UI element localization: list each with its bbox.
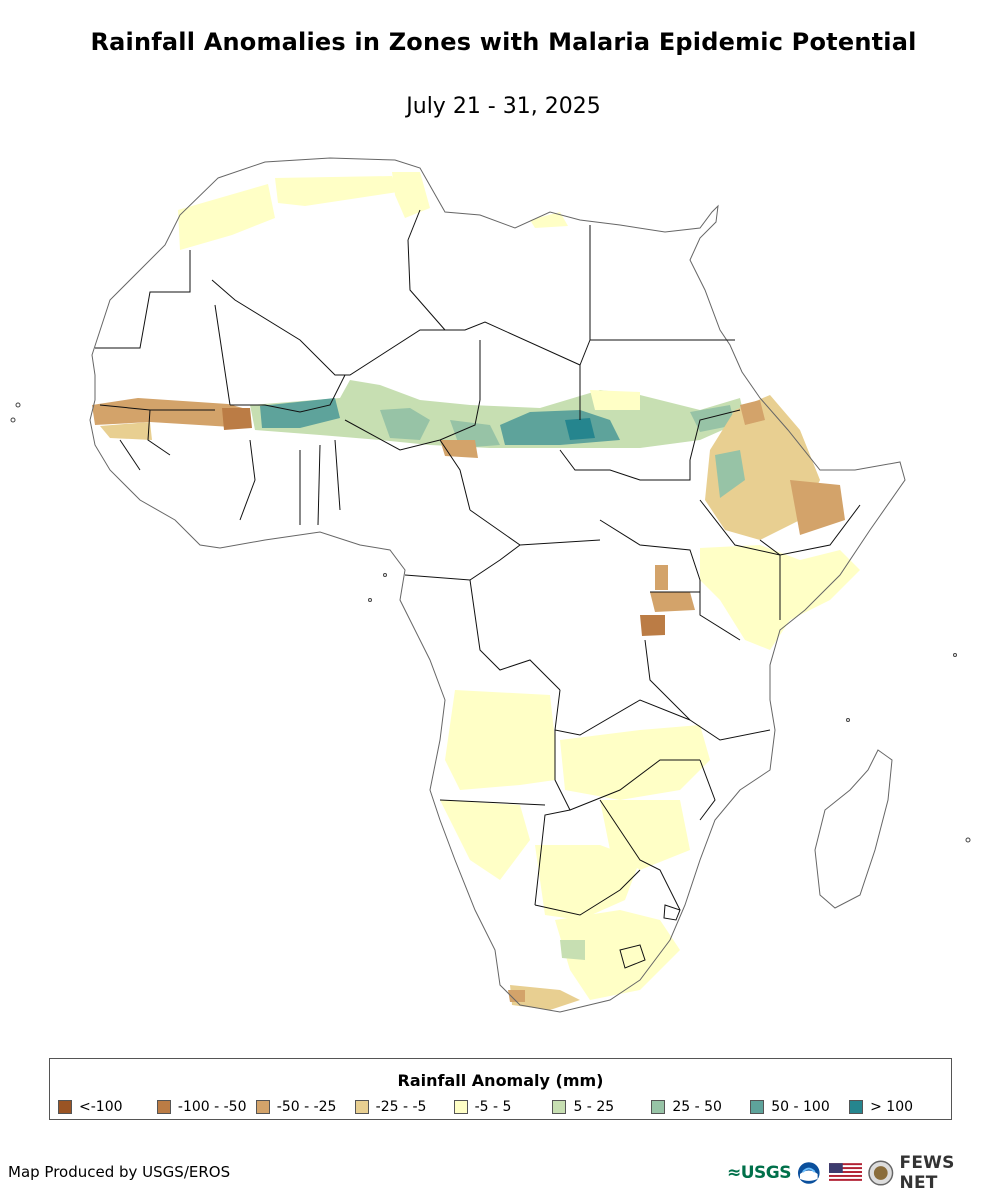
legend-item bbox=[651, 1097, 750, 1117]
legend-label: 5 - 25 bbox=[573, 1099, 615, 1115]
legend-label: <-100 bbox=[79, 1099, 123, 1115]
legend-item bbox=[355, 1097, 454, 1117]
legend-box bbox=[49, 1058, 952, 1120]
legend-item bbox=[256, 1097, 355, 1117]
legend-label: 50 - 100 bbox=[771, 1099, 830, 1115]
anomaly-zone bbox=[440, 800, 530, 880]
madagascar-outline bbox=[815, 750, 892, 908]
anomaly-zone bbox=[650, 592, 695, 612]
anomaly-zone bbox=[445, 690, 555, 790]
legend-swatch bbox=[849, 1100, 863, 1114]
legend-label: -5 - 5 bbox=[474, 1099, 512, 1115]
africa-map bbox=[0, 140, 1007, 1040]
legend-swatch bbox=[157, 1100, 171, 1114]
legend-label: > 100 bbox=[870, 1099, 914, 1115]
legend-label: -100 - -50 bbox=[177, 1099, 247, 1115]
anomaly-zone bbox=[560, 725, 710, 800]
usgs-logo: ≈USGS bbox=[727, 1163, 791, 1183]
legend-swatch bbox=[552, 1100, 566, 1114]
map-subtitle: July 21 - 31, 2025 bbox=[406, 94, 601, 119]
anomaly-zone bbox=[790, 480, 845, 535]
anomaly-zone bbox=[275, 176, 398, 206]
legend-item bbox=[849, 1097, 948, 1117]
anomaly-zone bbox=[655, 565, 668, 590]
anomaly-zone bbox=[530, 212, 568, 228]
anomaly-zone bbox=[222, 408, 252, 430]
agency-logos bbox=[727, 1153, 997, 1193]
legend-swatch bbox=[454, 1100, 468, 1114]
anomaly-zone bbox=[392, 172, 430, 218]
map-title: Rainfall Anomalies in Zones with Malaria Epidemic Potential bbox=[90, 28, 917, 56]
legend-label: 25 - 50 bbox=[672, 1099, 722, 1115]
legend-item bbox=[454, 1097, 553, 1117]
state-department-seal bbox=[868, 1160, 894, 1186]
legend-swatch bbox=[750, 1100, 764, 1114]
anomaly-zone bbox=[100, 422, 152, 440]
legend-items bbox=[58, 1097, 948, 1117]
legend-title: Rainfall Anomaly (mm) bbox=[397, 1071, 604, 1090]
legend-swatch bbox=[256, 1100, 270, 1114]
legend-item bbox=[157, 1097, 256, 1117]
anomaly-zone bbox=[565, 418, 595, 440]
anomaly-shading bbox=[92, 172, 860, 1010]
fews-net-logo: FEWS NET bbox=[899, 1153, 955, 1193]
anomaly-zone bbox=[590, 390, 640, 410]
legend-item bbox=[552, 1097, 651, 1117]
us-flag-icon bbox=[829, 1163, 862, 1183]
legend-item bbox=[750, 1097, 849, 1117]
legend-swatch bbox=[58, 1100, 72, 1114]
legend-item bbox=[58, 1097, 157, 1117]
anomaly-zone bbox=[178, 184, 275, 250]
anomaly-zone bbox=[560, 940, 585, 960]
legend-label: -50 - -25 bbox=[276, 1099, 337, 1115]
credit-text: Map Produced by USGS/EROS bbox=[8, 1163, 231, 1181]
legend-swatch bbox=[355, 1100, 369, 1114]
noaa-logo bbox=[797, 1161, 821, 1185]
anomaly-zone bbox=[640, 615, 665, 636]
legend-swatch bbox=[651, 1100, 665, 1114]
legend-label: -25 - -5 bbox=[375, 1099, 427, 1115]
